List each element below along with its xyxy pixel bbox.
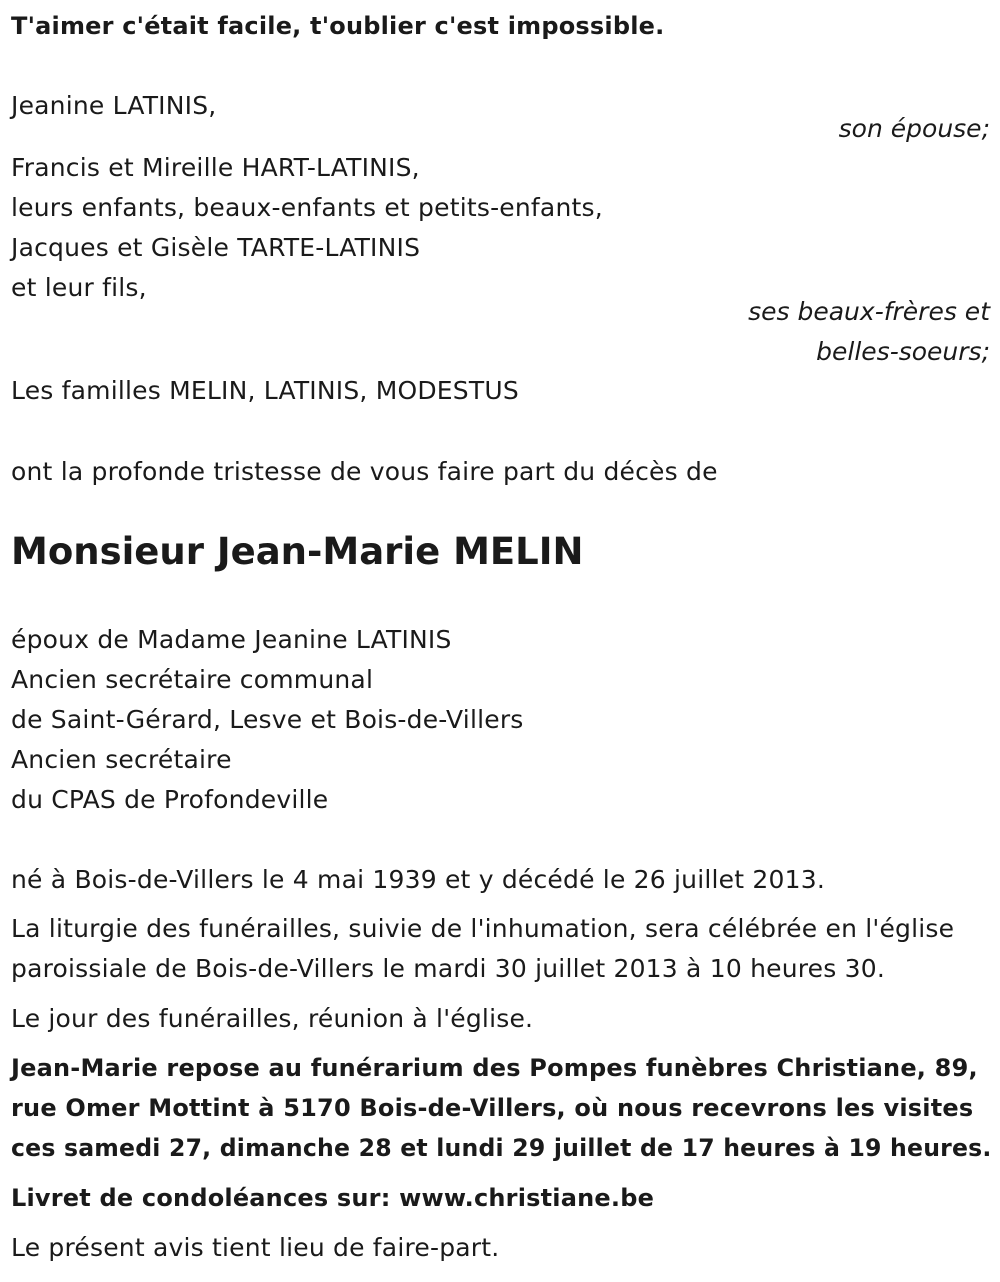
visits-line-1: Jean-Marie repose au funérarium des Pompes funèbres Christiane, 89, <box>11 1054 978 1082</box>
detail-line-4: Ancien secrétaire <box>11 745 232 774</box>
motto: T'aimer c'était facile, t'oublier c'est impossible. <box>11 12 665 40</box>
deceased-name: Monsieur Jean-Marie MELIN <box>11 530 584 573</box>
families-line: Les familles MELIN, LATINIS, MODESTUS <box>11 376 519 405</box>
detail-line-1: époux de Madame Jeanine LATINIS <box>11 625 452 654</box>
birth-death: né à Bois-de-Villers le 4 mai 1939 et y décédé le 26 juillet 2013. <box>11 865 825 894</box>
liturgy-line-2: paroissiale de Bois-de-Villers le mardi 30 juillet 2013 à 10 heures 30. <box>11 954 885 983</box>
detail-line-3: de Saint-Gérard, Lesve et Bois-de-Villers <box>11 705 524 734</box>
inlaws-role-line-2: belles-soeurs; <box>816 337 990 366</box>
visits-line-3: ces samedi 27, dimanche 28 et lundi 29 juillet de 17 heures à 19 heures. <box>11 1134 992 1162</box>
closing: Le présent avis tient lieu de faire-part. <box>11 1233 500 1262</box>
detail-line-2: Ancien secrétaire communal <box>11 665 374 694</box>
meeting: Le jour des funérailles, réunion à l'église. <box>11 1004 534 1033</box>
inlaws-line-1: Jacques et Gisèle TARTE-LATINIS <box>11 233 421 262</box>
visits-line-2: rue Omer Mottint à 5170 Bois-de-Villers, où nous recevrons les visites <box>11 1094 974 1122</box>
liturgy-line-1: La liturgie des funérailles, suivie de l'inhumation, sera célébrée en l'église <box>11 914 955 943</box>
spouse-name: Jeanine LATINIS, <box>11 91 217 120</box>
children-line-1: Francis et Mireille HART-LATINIS, <box>11 153 420 182</box>
inlaws-role-line-1: ses beaux-frères et <box>748 297 990 326</box>
children-line-2: leurs enfants, beaux-enfants et petits-enfants, <box>11 193 603 222</box>
announcement: ont la profonde tristesse de vous faire part du décès de <box>11 457 718 486</box>
inlaws-line-2: et leur fils, <box>11 273 147 302</box>
condolences: Livret de condoléances sur: www.christiane.be <box>11 1184 655 1212</box>
spouse-role: son épouse; <box>838 114 990 143</box>
detail-line-5: du CPAS de Profondeville <box>11 785 329 814</box>
